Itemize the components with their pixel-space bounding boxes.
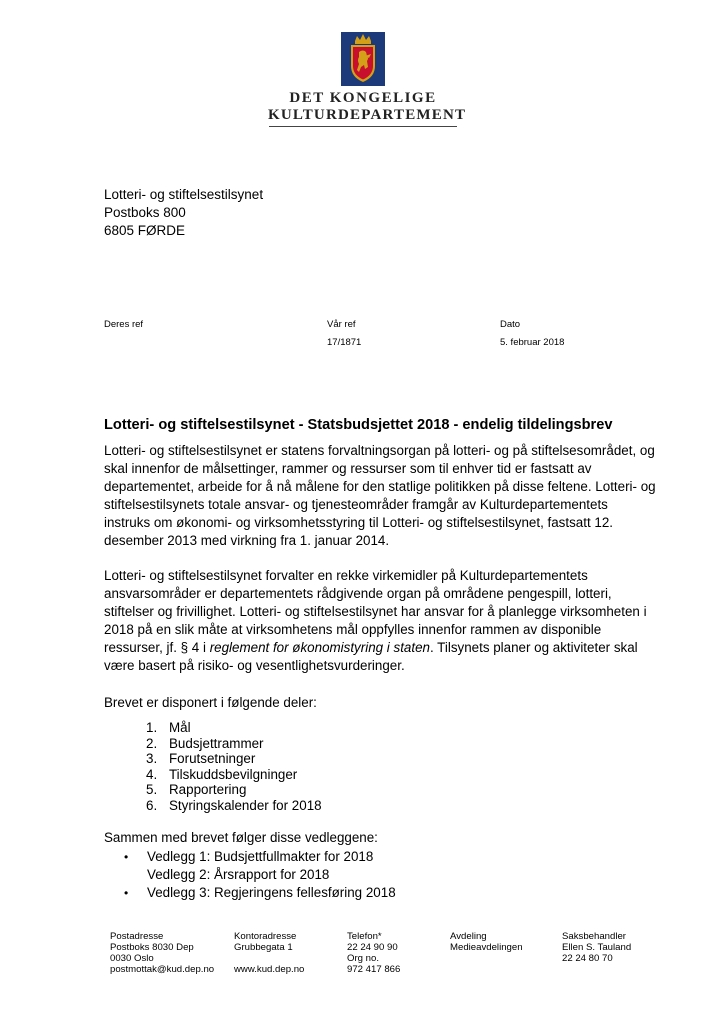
paragraph-line: ansvarsområder er departementets rådgivende organ på områdene pengespill, lotteri, [104,586,612,602]
list-label: Forutsetninger [169,751,256,766]
footer-heading: Telefon* [347,931,382,942]
footer-text: Org no. [347,953,379,965]
letter-title: Lotteri- og stiftelsestilsynet - Statsbudsjettet 2018 - endelig tildelingsbrev [104,417,613,433]
list-number: 3. [146,751,158,766]
footer-heading: Kontoradresse [234,931,297,942]
paragraph-line: skal innenfor de målsettinger, rammer og ressurser som til enhver tid er fastsatt av [104,461,592,477]
attachment-label: Vedlegg 2: Årsrapport for 2018 [147,867,330,882]
paragraph-line [104,639,664,657]
list-number: 6. [146,797,158,813]
deres-ref-label: Deres ref [104,319,144,330]
footer-postadresse [110,931,214,975]
footer-saksbehandler [562,931,631,964]
var-ref-value: 17/1871 [327,337,362,348]
paragraph-line: departementet, arbeide for å nå målene for den statlige politikken på disse feltene. Lotteri- og [104,479,656,495]
address-line: Lotteri- og stiftelsestilsynet [104,187,264,202]
logo-text-line1: DET KONGELIGE [289,90,437,106]
footer-avdeling [450,931,523,953]
footer-text: 972 417 866 [347,964,401,976]
attachment-label: Vedlegg 3: Regjeringens fellesføring 2018 [147,885,396,900]
list-item [146,782,322,798]
list-item [124,848,396,866]
regulation-reference: reglement for økonomistyring i staten [209,640,430,656]
paragraph-line: stiftelsestilsynets totale ansvar- og tjenesteområder framgår av Kulturdepartementets [104,497,608,513]
list-item [146,751,322,767]
list-number: 4. [146,766,158,782]
paragraph-text: ressurser, jf. § 4 i [104,640,210,656]
list-item [146,736,322,752]
paragraph-intro [104,442,664,551]
list-number: 1. [146,720,158,735]
footer-heading: Saksbehandler [562,931,627,942]
footer-text: Ellen S. Tauland [562,942,632,954]
paragraph-line: Lotteri- og stiftelsestilsynet forvalter en rekke virkemidler på Kulturdepartementets [104,568,588,583]
attachments-intro [104,829,664,847]
paragraph-line: Sammen med brevet følger disse vedleggene: [104,830,378,845]
sections-list [146,720,322,813]
footer-text: Grubbegata 1 [234,942,293,954]
address-line: 6805 FØRDE [104,223,186,238]
list-item [146,798,322,814]
footer-text: 0030 Oslo [110,953,154,965]
footer-text: 22 24 80 70 [562,953,613,965]
dato-label: Dato [500,319,521,330]
list-label: Mål [169,720,191,735]
paragraph-line: desember 2013 med virkning fra 1. januar 2014. [104,533,390,549]
footer-kontoradresse [234,931,304,975]
paragraph-line: stiftelser og frivillighet. Lotteri- og stiftelsestilsynet har ansvar for å planlegge virksomheten i [104,604,647,620]
footer-text: Medieavdelingen [450,942,523,954]
list-item [146,720,322,736]
bullet: • [124,850,129,864]
footer-email-link[interactable]: postmottak@kud.dep.no [110,964,215,976]
attachments-list [124,848,396,902]
list-label: Tilskuddsbevilgninger [169,766,298,782]
attachment-label: Vedlegg 1: Budsjettfullmakter for 2018 [147,849,374,864]
footer-text [234,953,304,964]
footer-text: 22 24 90 90 [347,942,398,954]
list-label: Styringskalender for 2018 [169,797,322,813]
list-label: Budsjettrammer [169,735,264,751]
address-line: Postboks 800 [104,205,186,220]
list-label: Rapportering [169,782,247,797]
ministry-logo [268,32,467,127]
list-item [124,884,396,902]
coat-of-arms-icon [341,32,385,86]
footer-heading: Avdeling [450,931,487,942]
dato-value: 5. februar 2018 [500,337,565,348]
paragraph-line: Brevet er disponert i følgende deler: [104,695,317,710]
disposition-intro [104,694,664,712]
paragraph-line: være basert på risiko- og vesentlighetsvurderinger. [104,658,405,674]
var-ref-label: Vår ref [327,319,356,330]
footer-website-link[interactable]: www.kud.dep.no [234,964,305,976]
list-item [146,767,322,783]
paragraph-responsibilities [104,567,664,676]
recipient-address [104,186,263,240]
paragraph-text: . Tilsynets planer og aktiviteter skal [429,640,638,656]
footer-text: Postboks 8030 Dep [110,942,194,954]
logo-text-line2: KULTURDEPARTEMENT [268,107,467,123]
list-item [124,866,396,884]
logo-divider [269,126,457,127]
footer-heading: Postadresse [110,931,164,942]
list-number: 5. [146,782,158,797]
paragraph-line: Lotteri- og stiftelsestilsynet er statens forvaltningsorgan på lotteri- og på stiftelsesområdet, og [104,443,655,458]
paragraph-line: 2018 på en slik måte at virksomhetens mål oppfylles innenfor rammen av disponible [104,622,602,638]
footer-telefon [347,931,400,975]
bullet: • [124,886,129,900]
list-number: 2. [146,735,158,751]
paragraph-line: instruks om økonomi- og virksomhetsstyring til Lotteri- og stiftelsestilsynet, fastsatt 12. [104,515,614,531]
